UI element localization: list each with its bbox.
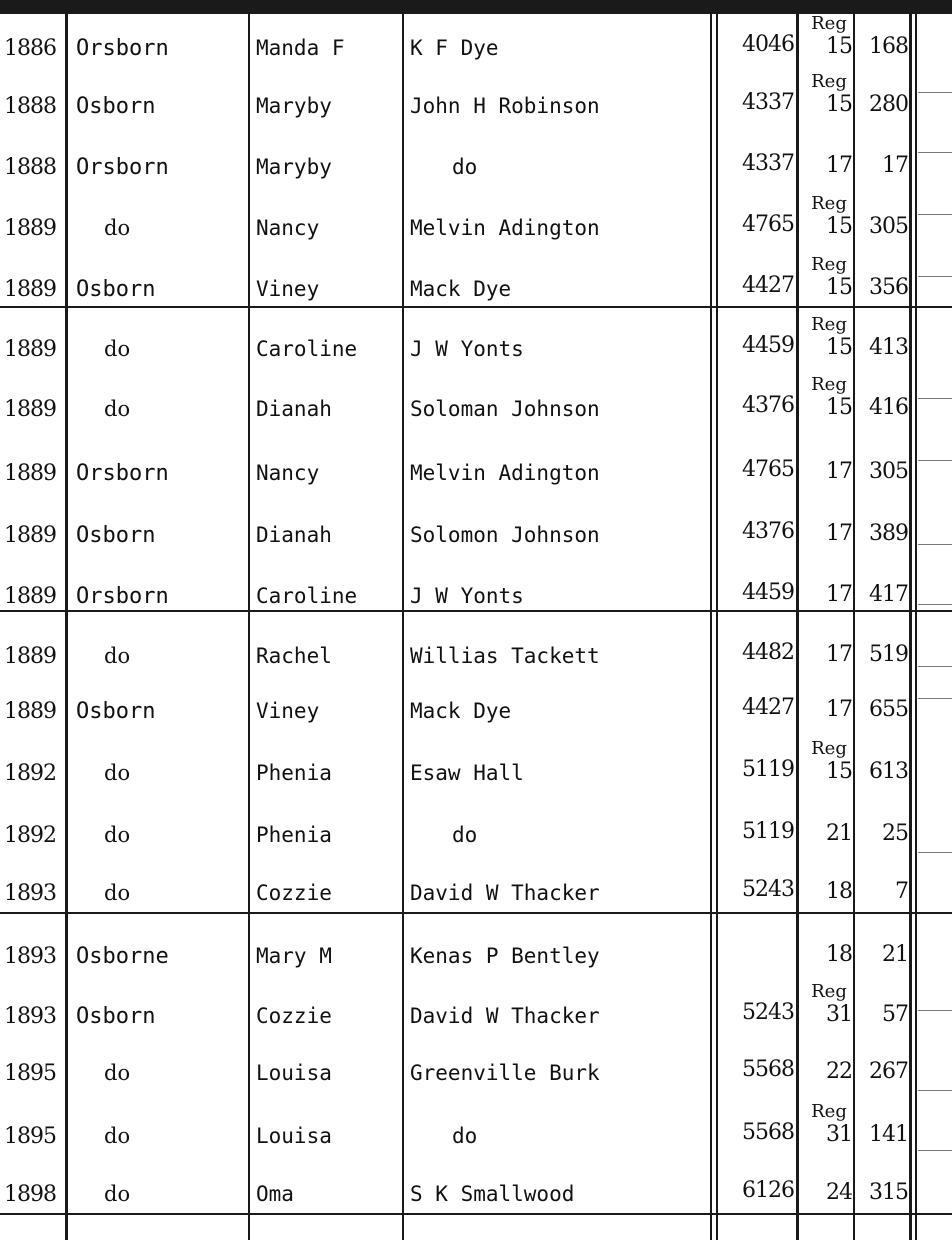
table-row xyxy=(0,501,952,557)
record-number-cell: 4427 xyxy=(742,273,794,298)
record-number-cell: 5243 xyxy=(742,877,794,902)
surname-cell: Osborn xyxy=(76,1004,156,1029)
surname-cell: Osborn xyxy=(76,94,156,119)
record-number-cell: 4337 xyxy=(742,90,794,115)
page-cell: 305 xyxy=(869,459,908,484)
given-name-cell: Caroline xyxy=(256,337,358,361)
year-cell: 1889 xyxy=(4,337,56,362)
volume-cell: 17 xyxy=(826,459,852,484)
volume-cell: 24 xyxy=(826,1180,852,1205)
given-name-cell: Rachel xyxy=(256,644,332,668)
record-number-cell: 4427 xyxy=(742,695,794,720)
reg-label: Reg xyxy=(811,71,847,92)
surname-cell: Orsborn xyxy=(76,461,169,486)
given-name-cell: Manda F xyxy=(256,36,345,60)
spouse-cell: Melvin Adington xyxy=(410,461,600,485)
surname-cell: Orsborn xyxy=(76,584,169,609)
page-cell: 389 xyxy=(869,521,908,546)
year-cell: 1889 xyxy=(4,397,56,422)
spouse-cell: Solomon Johnson xyxy=(410,523,600,547)
record-number-cell: 4376 xyxy=(742,393,794,418)
given-name-cell: Phenia xyxy=(256,761,332,785)
table-row xyxy=(0,72,952,128)
surname-cell: do xyxy=(104,881,131,905)
spouse-cell: K F Dye xyxy=(410,36,499,60)
year-cell: 1892 xyxy=(4,823,56,848)
given-name-cell: Viney xyxy=(256,277,320,301)
surname-cell: Osborn xyxy=(76,523,156,548)
spouse-cell: Mack Dye xyxy=(410,699,512,723)
volume-cell: 15 xyxy=(826,92,852,117)
given-name-cell: Maryby xyxy=(256,94,332,118)
reg-label: Reg xyxy=(811,374,847,395)
spouse-cell: Esaw Hall xyxy=(410,761,524,785)
surname-cell: do xyxy=(104,337,131,361)
volume-cell: 17 xyxy=(826,697,852,722)
record-number-cell: 4376 xyxy=(742,519,794,544)
year-cell: 1895 xyxy=(4,1061,56,1086)
page-cell: 267 xyxy=(869,1059,908,1084)
volume-cell: 17 xyxy=(826,153,852,178)
surname-cell: Orsborn xyxy=(76,36,169,61)
volume-cell: 31 xyxy=(826,1122,852,1147)
volume-cell: 15 xyxy=(826,275,852,300)
record-number-cell: 6126 xyxy=(742,1178,794,1203)
table-row xyxy=(0,622,952,678)
given-name-cell: Phenia xyxy=(256,823,332,847)
given-name-cell: Cozzie xyxy=(256,881,332,905)
year-cell: 1898 xyxy=(4,1182,56,1207)
year-cell: 1895 xyxy=(4,1124,56,1149)
year-cell: 1893 xyxy=(4,1004,56,1029)
given-name-cell: Dianah xyxy=(256,523,332,547)
page-cell: 315 xyxy=(869,1180,908,1205)
reg-label: Reg xyxy=(811,193,847,214)
record-number-cell: 4459 xyxy=(742,580,794,605)
page-cell: 168 xyxy=(869,34,908,59)
given-name-cell: Mary M xyxy=(256,944,332,968)
table-row xyxy=(0,1039,952,1095)
surname-cell: do xyxy=(104,397,131,421)
year-cell: 1889 xyxy=(4,461,56,486)
given-name-cell: Nancy xyxy=(256,216,320,240)
surname-cell: do xyxy=(104,1061,131,1085)
top-border xyxy=(0,0,952,14)
record-number-cell: 4765 xyxy=(742,212,794,237)
year-cell: 1888 xyxy=(4,94,56,119)
table-row xyxy=(0,739,952,795)
surname-cell: do xyxy=(104,823,131,847)
table-row xyxy=(0,1160,952,1216)
page-cell: 17 xyxy=(882,153,908,178)
record-number-cell: 4765 xyxy=(742,457,794,482)
spouse-cell: John H Robinson xyxy=(410,94,600,118)
spouse-cell: J W Yonts xyxy=(410,337,524,361)
table-row xyxy=(0,14,952,70)
page-cell: 416 xyxy=(869,395,908,420)
given-name-cell: Caroline xyxy=(256,584,358,608)
given-name-cell: Viney xyxy=(256,699,320,723)
volume-cell: 15 xyxy=(826,395,852,420)
surname-cell: do xyxy=(104,1124,131,1148)
reg-label: Reg xyxy=(811,13,847,34)
reg-label: Reg xyxy=(811,738,847,759)
reg-label: Reg xyxy=(811,981,847,1002)
table-row xyxy=(0,562,952,618)
year-cell: 1889 xyxy=(4,584,56,609)
spouse-cell: Greenville Burk xyxy=(410,1061,600,1085)
volume-cell: 15 xyxy=(826,34,852,59)
spouse-cell: S K Smallwood xyxy=(410,1182,575,1206)
volume-cell: 15 xyxy=(826,335,852,360)
volume-cell: 18 xyxy=(826,942,852,967)
year-cell: 1889 xyxy=(4,277,56,302)
page-cell: 25 xyxy=(882,821,908,846)
reg-label: Reg xyxy=(811,314,847,335)
page-cell: 519 xyxy=(869,642,908,667)
table-row xyxy=(0,255,952,311)
volume-cell: 22 xyxy=(826,1059,852,1084)
volume-cell: 21 xyxy=(826,821,852,846)
record-number-cell: 5119 xyxy=(742,819,794,844)
record-number-cell: 4046 xyxy=(742,32,794,57)
surname-cell: do xyxy=(104,216,131,240)
table-row xyxy=(0,1102,952,1158)
surname-cell: do xyxy=(104,761,131,785)
table-row xyxy=(0,315,952,371)
page-cell: 305 xyxy=(869,214,908,239)
year-cell: 1893 xyxy=(4,881,56,906)
surname-cell: do xyxy=(104,1182,131,1206)
volume-cell: 15 xyxy=(826,214,852,239)
table-row xyxy=(0,922,952,978)
spouse-cell: do xyxy=(452,1124,478,1148)
given-name-cell: Louisa xyxy=(256,1124,332,1148)
record-number-cell: 5568 xyxy=(742,1057,794,1082)
record-number-cell: 5243 xyxy=(742,1000,794,1025)
volume-cell: 15 xyxy=(826,759,852,784)
given-name-cell: Nancy xyxy=(256,461,320,485)
surname-cell: Osborn xyxy=(76,277,156,302)
table-row xyxy=(0,801,952,857)
spouse-cell: David W Thacker xyxy=(410,881,600,905)
table-row xyxy=(0,194,952,250)
year-cell: 1888 xyxy=(4,155,56,180)
spouse-cell: do xyxy=(452,823,478,847)
table-row xyxy=(0,982,952,1038)
year-cell: 1889 xyxy=(4,699,56,724)
given-name-cell: Louisa xyxy=(256,1061,332,1085)
page-cell: 280 xyxy=(869,92,908,117)
volume-cell: 17 xyxy=(826,642,852,667)
page-cell: 7 xyxy=(895,879,908,904)
table-row xyxy=(0,375,952,431)
table-row xyxy=(0,859,952,915)
record-number-cell: 4459 xyxy=(742,333,794,358)
page-cell: 417 xyxy=(869,582,908,607)
volume-cell: 31 xyxy=(826,1002,852,1027)
year-cell: 1889 xyxy=(4,644,56,669)
reg-label: Reg xyxy=(811,1101,847,1122)
volume-cell: 18 xyxy=(826,879,852,904)
spouse-cell: J W Yonts xyxy=(410,584,524,608)
surname-cell: Osborn xyxy=(76,699,156,724)
page-cell: 655 xyxy=(869,697,908,722)
spouse-cell: do xyxy=(452,155,478,179)
year-cell: 1889 xyxy=(4,216,56,241)
spouse-cell: David W Thacker xyxy=(410,1004,600,1028)
year-cell: 1886 xyxy=(4,36,56,61)
year-cell: 1893 xyxy=(4,944,56,969)
table-row xyxy=(0,133,952,189)
page-cell: 21 xyxy=(882,942,908,967)
spouse-cell: Melvin Adington xyxy=(410,216,600,240)
page-cell: 141 xyxy=(869,1122,908,1147)
page-cell: 413 xyxy=(869,335,908,360)
year-cell: 1889 xyxy=(4,523,56,548)
spouse-cell: Willias Tackett xyxy=(410,644,600,668)
page-cell: 57 xyxy=(882,1002,908,1027)
record-number-cell: 5119 xyxy=(742,757,794,782)
volume-cell: 17 xyxy=(826,521,852,546)
reg-label: Reg xyxy=(811,254,847,275)
page-cell: 613 xyxy=(869,759,908,784)
spouse-cell: Soloman Johnson xyxy=(410,397,600,421)
surname-cell: Orsborn xyxy=(76,155,169,180)
record-number-cell: 4337 xyxy=(742,151,794,176)
given-name-cell: Maryby xyxy=(256,155,332,179)
table-row xyxy=(0,677,952,733)
page-cell: 356 xyxy=(869,275,908,300)
table-row xyxy=(0,439,952,495)
year-cell: 1892 xyxy=(4,761,56,786)
record-number-cell: 4482 xyxy=(742,640,794,665)
surname-cell: Osborne xyxy=(76,944,169,969)
spouse-cell: Mack Dye xyxy=(410,277,512,301)
record-number-cell: 5568 xyxy=(742,1120,794,1145)
given-name-cell: Dianah xyxy=(256,397,332,421)
volume-cell: 17 xyxy=(826,582,852,607)
spouse-cell: Kenas P Bentley xyxy=(410,944,600,968)
surname-cell: do xyxy=(104,644,131,668)
given-name-cell: Cozzie xyxy=(256,1004,332,1028)
given-name-cell: Oma xyxy=(256,1182,294,1206)
